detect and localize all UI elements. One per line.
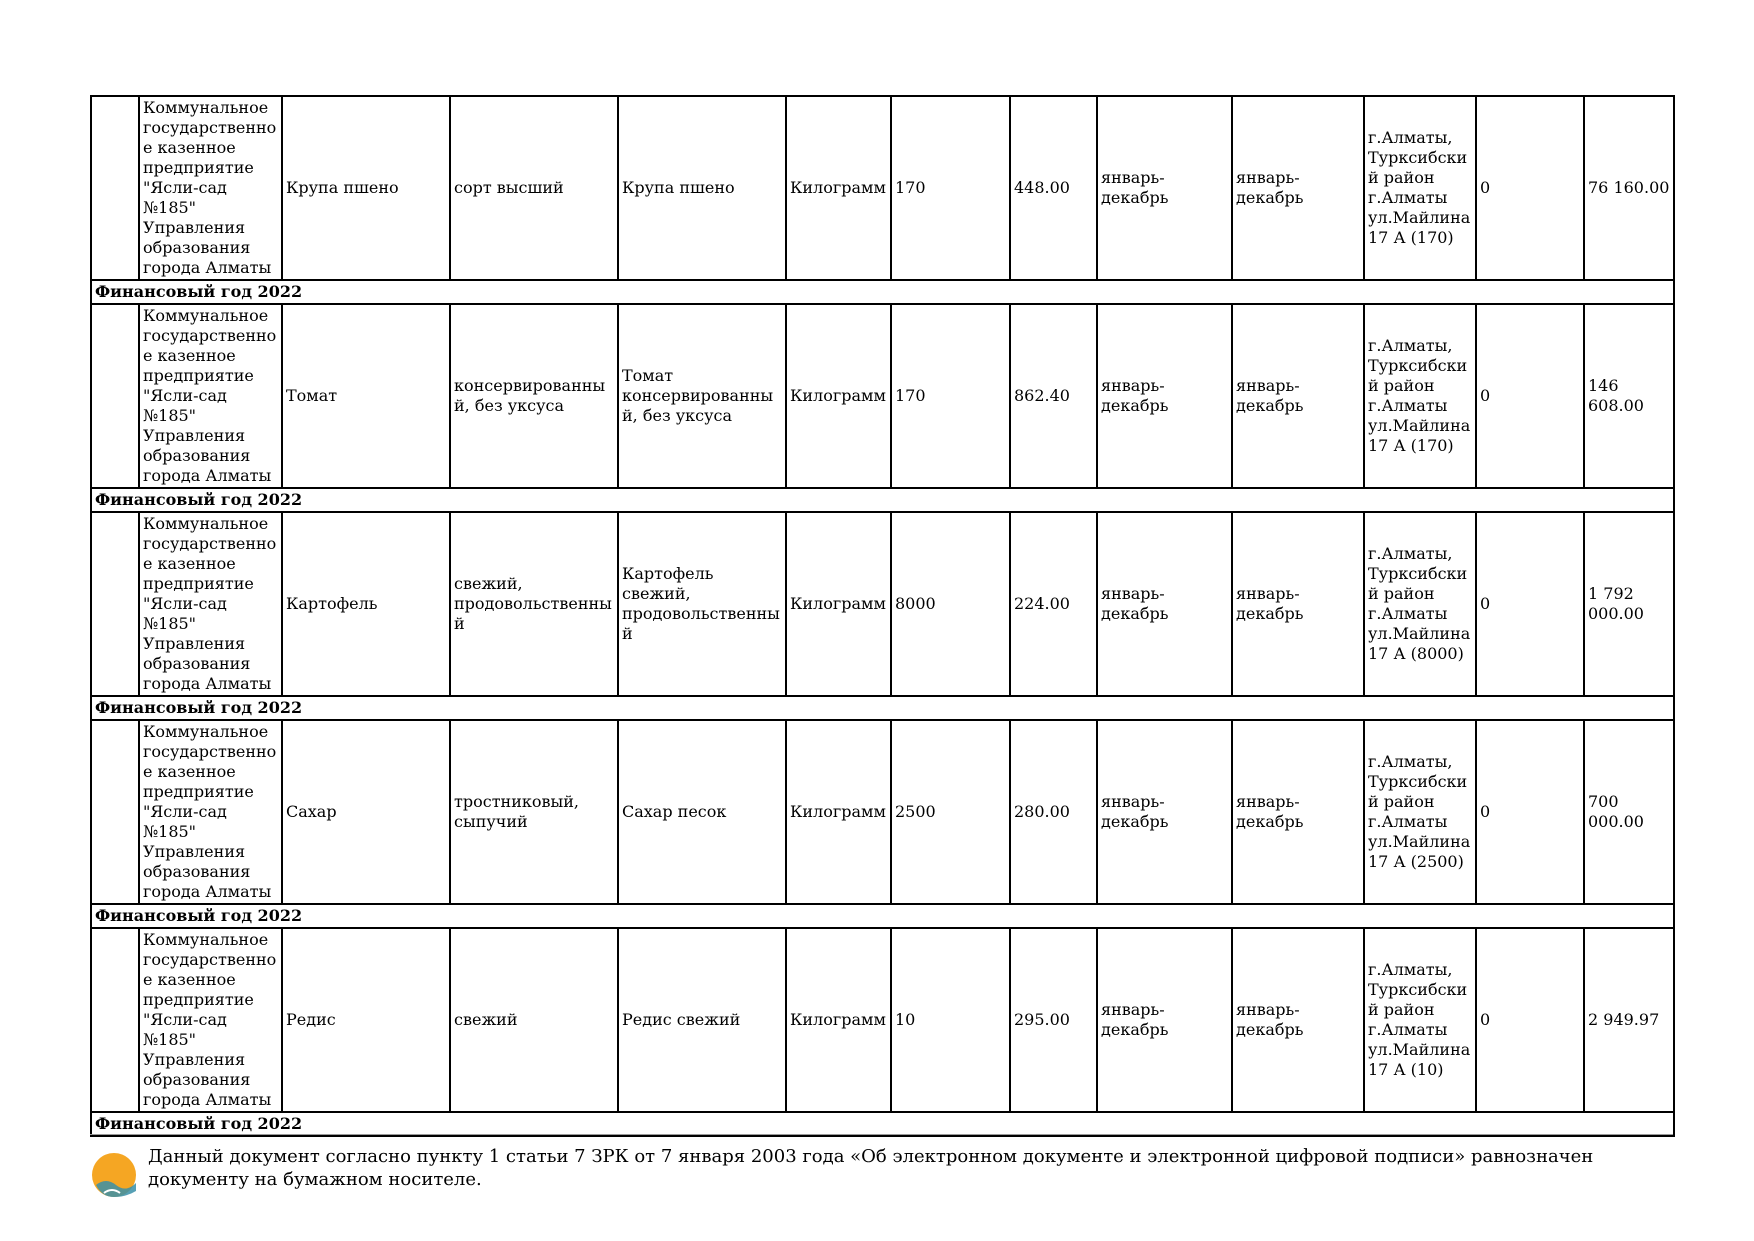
egov-sun-logo-icon [90, 1151, 138, 1199]
description-cell: Крупа пшено [618, 96, 786, 280]
price-cell: 295.00 [1010, 928, 1097, 1112]
quantity-cell: 10 [891, 928, 1010, 1112]
document-footer [90, 1134, 1673, 1199]
unit-cell: Килограмм [786, 720, 891, 904]
table-body [91, 96, 1674, 1136]
quantity-cell: 8000 [891, 512, 1010, 696]
fiscal-year-label: Финансовый год 2022 [91, 696, 1674, 720]
delivery-location-cell: г.Алматы, Турксибский район г.Алматы ул.Майлина 17 А (8000) [1364, 512, 1476, 696]
delivery-location-cell: г.Алматы, Турксибский район г.Алматы ул.Майлина 17 А (170) [1364, 304, 1476, 488]
item-name-cell: Картофель [282, 512, 450, 696]
description-cell: Картофель свежий, продовольственный [618, 512, 786, 696]
characteristic-cell: свежий, продовольственный [450, 512, 618, 696]
delivery-period-cell: январь-декабрь [1232, 96, 1364, 280]
fiscal-year-row [91, 904, 1674, 928]
customer-cell: Коммунальное государственное казенное предприятие "Ясли-сад №185" Управления образования города Алматы [139, 512, 282, 696]
total-amount-cell: 76 160.00 [1584, 96, 1674, 280]
table-row [91, 304, 1674, 488]
characteristic-cell: тростниковый, сыпучий [450, 720, 618, 904]
fiscal-year-label: Финансовый год 2022 [91, 1112, 1674, 1136]
delivery-location-cell: г.Алматы, Турксибский район г.Алматы ул.Майлина 17 А (170) [1364, 96, 1476, 280]
description-cell: Редис свежий [618, 928, 786, 1112]
customer-cell: Коммунальное государственное казенное предприятие "Ясли-сад №185" Управления образования города Алматы [139, 928, 282, 1112]
advance-cell: 0 [1476, 928, 1584, 1112]
total-amount-cell: 1 792 000.00 [1584, 512, 1674, 696]
fiscal-year-row [91, 280, 1674, 304]
total-amount-cell: 2 949.97 [1584, 928, 1674, 1112]
description-cell: Томат консервированный, без уксуса [618, 304, 786, 488]
fiscal-year-label: Финансовый год 2022 [91, 280, 1674, 304]
delivery-period-cell: январь-декабрь [1232, 512, 1364, 696]
period-cell: январь-декабрь [1097, 512, 1232, 696]
description-cell: Сахар песок [618, 720, 786, 904]
customer-cell: Коммунальное государственное казенное предприятие "Ясли-сад №185" Управления образования города Алматы [139, 304, 282, 488]
document-page [90, 95, 1673, 1137]
unit-cell: Килограмм [786, 928, 891, 1112]
advance-cell: 0 [1476, 512, 1584, 696]
row-number-cell [91, 720, 139, 904]
fiscal-year-row [91, 1112, 1674, 1136]
procurement-table [90, 95, 1675, 1137]
total-amount-cell: 700 000.00 [1584, 720, 1674, 904]
quantity-cell: 170 [891, 96, 1010, 280]
item-name-cell: Томат [282, 304, 450, 488]
unit-cell: Килограмм [786, 96, 891, 280]
advance-cell: 0 [1476, 720, 1584, 904]
advance-cell: 0 [1476, 304, 1584, 488]
row-number-cell [91, 304, 139, 488]
period-cell: январь-декабрь [1097, 928, 1232, 1112]
period-cell: январь-декабрь [1097, 304, 1232, 488]
price-cell: 448.00 [1010, 96, 1097, 280]
customer-cell: Коммунальное государственное казенное предприятие "Ясли-сад №185" Управления образования города Алматы [139, 720, 282, 904]
price-cell: 224.00 [1010, 512, 1097, 696]
table-row [91, 720, 1674, 904]
quantity-cell: 170 [891, 304, 1010, 488]
table-row [91, 96, 1674, 280]
customer-cell: Коммунальное государственное казенное предприятие "Ясли-сад №185" Управления образования города Алматы [139, 96, 282, 280]
fiscal-year-label: Финансовый год 2022 [91, 488, 1674, 512]
legal-notice-text: Данный документ согласно пункту 1 статьи 7 ЗРК от 7 января 2003 года «Об электронном документе и электронной цифровой подписи» равнозначен документу на бумажном носителе. [148, 1146, 1594, 1190]
delivery-period-cell: январь-декабрь [1232, 720, 1364, 904]
row-number-cell [91, 512, 139, 696]
table-row [91, 512, 1674, 696]
price-cell: 862.40 [1010, 304, 1097, 488]
advance-cell: 0 [1476, 96, 1584, 280]
fiscal-year-label: Финансовый год 2022 [91, 904, 1674, 928]
row-number-cell [91, 928, 139, 1112]
table-row [91, 928, 1674, 1112]
characteristic-cell: свежий [450, 928, 618, 1112]
fiscal-year-row [91, 696, 1674, 720]
unit-cell: Килограмм [786, 304, 891, 488]
item-name-cell: Сахар [282, 720, 450, 904]
fiscal-year-row [91, 488, 1674, 512]
price-cell: 280.00 [1010, 720, 1097, 904]
item-name-cell: Крупа пшено [282, 96, 450, 280]
characteristic-cell: сорт высший [450, 96, 618, 280]
row-number-cell [91, 96, 139, 280]
unit-cell: Килограмм [786, 512, 891, 696]
delivery-location-cell: г.Алматы, Турксибский район г.Алматы ул.Майлина 17 А (2500) [1364, 720, 1476, 904]
item-name-cell: Редис [282, 928, 450, 1112]
period-cell: январь-декабрь [1097, 720, 1232, 904]
delivery-period-cell: январь-декабрь [1232, 928, 1364, 1112]
delivery-period-cell: январь-декабрь [1232, 304, 1364, 488]
quantity-cell: 2500 [891, 720, 1010, 904]
period-cell: январь-декабрь [1097, 96, 1232, 280]
characteristic-cell: консервированный, без уксуса [450, 304, 618, 488]
delivery-location-cell: г.Алматы, Турксибский район г.Алматы ул.Майлина 17 А (10) [1364, 928, 1476, 1112]
total-amount-cell: 146 608.00 [1584, 304, 1674, 488]
